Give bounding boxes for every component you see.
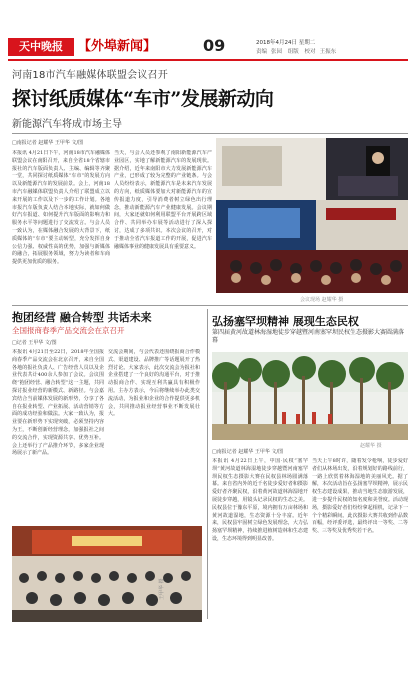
- divider: [12, 305, 408, 306]
- newspaper-logo: 天中晚报: [8, 38, 74, 56]
- section-title: 【外埠新闻】: [78, 39, 157, 54]
- divider: [12, 133, 408, 134]
- right-story-column-2: 当天上午8时许，随着发令枪响，徒步爱好者们从林场出发，沿着规划好的路线前行，一路上欣赏着林海湿地的美丽风光。据了解，本次活动旨在弘扬塞罕坝精神，展示民权生态建设成果，推动当地生态旅游发展，进一步提升民权的知名度和美誉度。活动现场，摄影爱好者们纷纷拿起相机，记录下一个个精彩瞬间。此次摄影大赛共收到作品数百幅，经评委评选，最终评出一等奖、二等奖、三等奖及优秀奖若干名。: [312, 458, 408, 535]
- left-photo-credit: 王甲华 摄: [159, 578, 165, 600]
- page-header: [8, 38, 408, 60]
- exchange-meeting-photo: [12, 526, 202, 622]
- left-story-photo: [12, 526, 202, 622]
- header-rule: [8, 59, 408, 61]
- conference-photo: [216, 138, 408, 293]
- left-story-title: 抱团经营 融合转型 共话未来: [12, 311, 152, 324]
- lead-column-2: 当天，与会人员还参观了南阳新能源汽车产业园区，实地了解新能源汽车的发展现状。据介绍，近年来南阳市大力发展新能源汽车产业，已形成了较为完整的产业链条。与会人员纷纷表示，新能源汽车是未来汽车发展的方向，纸质媒体要加大对新能源汽车的宣传报道力度，引导消费者树立绿色出行理念，推动新能源汽车产业健康发展。会议期间，大家还就如何利用联盟平台开展跨区域合作、共同举办车展等活动进行了深入探讨，达成了多项共识。本次会议的召开，对于推动全省汽车报道工作的开展，促进汽车融媒体事业的健康发展具有重要意义。: [114, 150, 212, 250]
- column-divider: [207, 309, 208, 619]
- right-story-byline: □南报记者 赵耀华 王甲华 文/图: [212, 449, 284, 455]
- right-story-subtitle: 第四届黄河故道林海湿地徒步穿越暨河南塞罕坝民权生态摄影大赛圆满落幕: [212, 329, 405, 344]
- lead-kicker: 河南18市汽车融媒体联盟会议召开: [12, 70, 168, 81]
- left-story-column-1: 本报讯 4月21日至22日，2018年全国报商春季产品交流会在北京召开，来自全国各地的报社负责人、广告经营人员以及企业代表共计400余人参加了会议。会议围绕“抱团经营、融合转型”这一主题，共同探讨报业经营的新模式、新路径。与会嘉宾结合当前媒体发展的新形势，分享了各自在报业转型、产业拓展、活动营销等方面的成功经验和做法。大家一致认为，报业要在新形势下实现突破，必须坚持内容为王，不断创新经营理念，加强报社之间的交流合作，实现资源共享、优势互补。会上还举行了产品推介环节，多家企业现场展示了新产品。: [12, 349, 104, 457]
- right-story-column-1: 本报讯 4月22日上午，中国·民权“塞罕坝”黄河故道林海湿地徒步穿越暨河南塞罕坝民权生态摄影大赛在民权县林场圆满落幕。来自省内外的近千名徒步爱好者和摄影爱好者齐聚民权，沿着黄河故道林海湿地开展徒步穿越，用镜头记录民权的生态之美。民权县位于豫东平原，境内拥有万亩林场和黄河故道湿地，生态资源十分丰富。近年来，民权县牢固树立绿色发展理念，大力弘扬塞罕坝精神，持续推进植树造林和生态建设，生态环境得到明显改善。: [212, 458, 308, 542]
- lead-photo-collage: [216, 138, 408, 293]
- lead-photo-caption: 会议现场 赵耀华 摄: [300, 297, 344, 303]
- right-story-title: 弘扬塞罕坝精神 展现生态民权: [212, 315, 359, 328]
- left-story-byline: □记者 王甲华 文/图: [12, 340, 57, 346]
- page-number: 09: [203, 36, 226, 55]
- editor-line: 责编 张园 组版 校对 王振东: [256, 49, 337, 55]
- forest-hike-photo: [212, 352, 408, 440]
- lead-byline: □南报记者 赵耀华 王甲华 文/图: [12, 140, 84, 146]
- lead-headline: 探讨纸质媒体“车市”发展新动向: [12, 88, 274, 110]
- right-story-photo: [212, 352, 408, 440]
- lead-column-1: 本报讯 4月21日下午，河南18市汽车融媒体联盟会议在南阳召开，来自全省18个省辖市报社的汽车版面负责人、主编、编辑等齐聚一堂，共同探讨纸质媒体“车市”的发展方向以及新能源汽车的发展前景。会上，河南18市汽车融媒体联盟负责人介绍了联盟成立以来开展的工作以及下一步的工作计划。各地市报汽车版负责人结合本地实际，就如何做好汽车报道、如何提升汽车版面的影响力和服务水平等问题进行了交流发言。与会人员一致认为，在媒体融合发展的大背景下，纸质媒体的“车市”要主动转型，充分发挥自身公信力强、权威性高的优势，加强与新媒体的融合，拓展服务领域，努力为读者和车商提供更加优质的服务。: [12, 150, 110, 266]
- left-story-subtitle: 全国报商春季产品交流会在京召开: [12, 326, 125, 335]
- lead-subheadline: 新能源汽车将成市场主导: [12, 119, 122, 130]
- date-line: 2018年4月24日 星期二: [256, 40, 316, 46]
- right-photo-credit: 赵耀华 摄: [360, 443, 382, 449]
- left-story-column-2: 交流会期间，与会代表还围绕报商合作模式、渠道建设、品牌推广等话题展开了热烈讨论。大家表示，此次交流会为报社和企业搭建了一个良好的沟通平台，对于推动报商合作、实现互利共赢具有积极作用。主办方表示，今后将继续举办此类交流活动，为报业和企业的合作提供更多机会，共同推动报业经营事业不断发展壮大。: [108, 349, 200, 418]
